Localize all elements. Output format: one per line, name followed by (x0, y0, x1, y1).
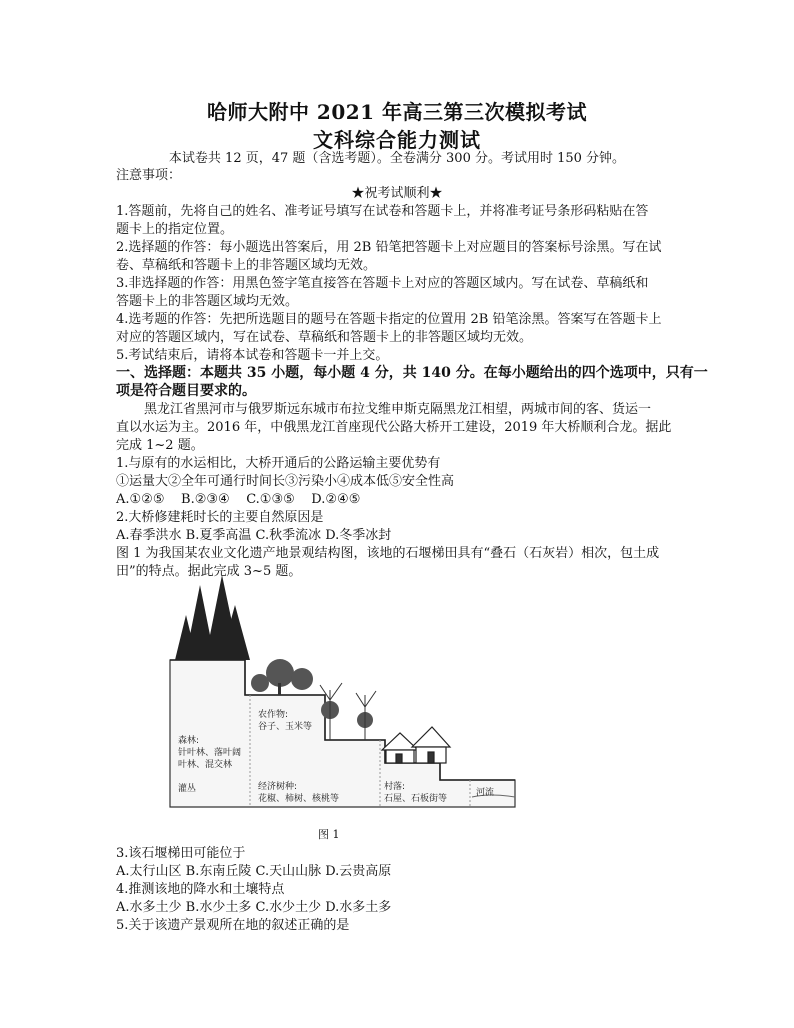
landscape-illustration (150, 575, 522, 813)
question-3-stem: 3.该石堰梯田可能位于 (116, 846, 246, 861)
forest-label (178, 735, 241, 771)
crops-label (258, 709, 312, 733)
forest-label-line: 叶林、混交林 (178, 760, 233, 770)
question-2-stem: 2.大桥修建耗时长的主要自然原因是 (116, 510, 324, 525)
house-icon (382, 727, 450, 763)
passage-line: 图 1 为我国某农业文化遗产地景观结构图，该地的石堰梯田具有“叠石（石灰岩）相次，包土成 (116, 546, 660, 561)
trees-label-line: 经济树种: (258, 782, 298, 792)
conifer-trees-icon (175, 575, 250, 660)
notice-line: 3.非选择题的作答：用黑色签字笔直接答在答题卡上对应的答题区域内。写在试卷、草稿纸和 (116, 276, 649, 291)
village-label-line: 石屋、石板街等 (384, 794, 448, 804)
figure-caption: 图 1 (318, 828, 340, 841)
question-4-options: A.水多土少 B.水少土多 C.水少土少 D.水多土多 (116, 900, 392, 915)
passage-line: 直以水运为主。2016 年，中俄黑龙江首座现代公路大桥开工建设，2019 年大桥顺利合龙。据此 (116, 420, 672, 435)
notice-heading: 注意事项： (116, 168, 182, 183)
exam-subtitle: 文科综合能力测试 (313, 128, 481, 152)
question-1-items: ①运量大②全年可通行时间长③污染小④成本低⑤安全性高 (116, 474, 455, 489)
landscape-figure (150, 575, 522, 813)
passage-line: 完成 1~2 题。 (116, 438, 204, 453)
notice-line: 5.考试结束后，请将本试卷和答题卡一并上交。 (116, 348, 389, 363)
notice-line: 4.选考题的作答：先把所选题目的题号在答题卡指定的位置用 2B 铅笔涂黑。答案写在答题卡上 (116, 312, 662, 327)
question-1-stem: 1.与原有的水运相比，大桥开通后的公路运输主要优势有 (116, 456, 441, 471)
notice-line: 题卡上的指定位置。 (116, 222, 234, 237)
village-label (384, 781, 447, 805)
forest-label-line: 针叶林、落叶阔 (178, 748, 242, 758)
trees-label (258, 781, 339, 805)
notice-line: 1.答题前，先将自己的姓名、准考证号填写在试卷和答题卡上，并将准考证号条形码粘贴在答 (116, 204, 649, 219)
river-label: 河流 (476, 788, 495, 798)
blessing-line: ★祝考试顺利★ (351, 186, 443, 201)
notice-line: 对应的答题区域内，写在试卷、草稿纸和答题卡上的非答题区域均无效。 (116, 330, 533, 345)
shrub-label: 灌丛 (178, 784, 197, 794)
crops-label-line: 谷子、玉米等 (258, 722, 313, 732)
notice-line: 卷、草稿纸和答题卡上的非答题区域均无效。 (116, 258, 377, 273)
crops-label-line: 农作物: (258, 710, 289, 720)
section-heading: 一、选择题：本题共 35 小题，每小题 4 分，共 140 分。在每小题给出的四个选项中，只有一 (116, 365, 708, 381)
question-1-options: A.①②⑤ B.②③④ C.①③⑤ D.②④⑤ (116, 492, 361, 507)
question-5-stem: 5.关于该遗产景观所在地的叙述正确的是 (116, 918, 350, 933)
village-label-line: 村落: (384, 782, 406, 792)
notice-line: 2.选择题的作答：每小题选出答案后，用 2B 铅笔把答题卡上对应题目的答案标号涂黑。写在试 (116, 240, 662, 255)
question-2-options: A.春季洪水 B.夏季高温 C.秋季流冰 D.冬季冰封 (116, 528, 392, 543)
question-3-options: A.太行山区 B.东南丘陵 C.天山山脉 D.云贵高原 (116, 864, 392, 879)
passage-line: 黑龙江省黑河市与俄罗斯远东城市布拉戈维申斯克隔黑龙江相望，两城市间的客、货运一 (144, 402, 652, 417)
notice-line: 答题卡上的非答题区域均无效。 (116, 294, 299, 309)
passage-line: 田”的特点。据此完成 3~5 题。 (116, 564, 302, 579)
forest-label-line: 森林: (178, 736, 200, 746)
exam-title: 哈师大附中 2021 年高三第三次模拟考试 (206, 100, 588, 124)
trees-label-line: 花椒、柿树、核桃等 (258, 794, 340, 804)
section-heading-cont: 项是符合题目要求的。 (116, 383, 256, 399)
exam-info: 本试卷共 12 页，47 题（含选考题）。全卷满分 300 分。考试用时 150 分钟。 (168, 151, 626, 166)
question-4-stem: 4.推测该地的降水和土壤特点 (116, 882, 285, 897)
